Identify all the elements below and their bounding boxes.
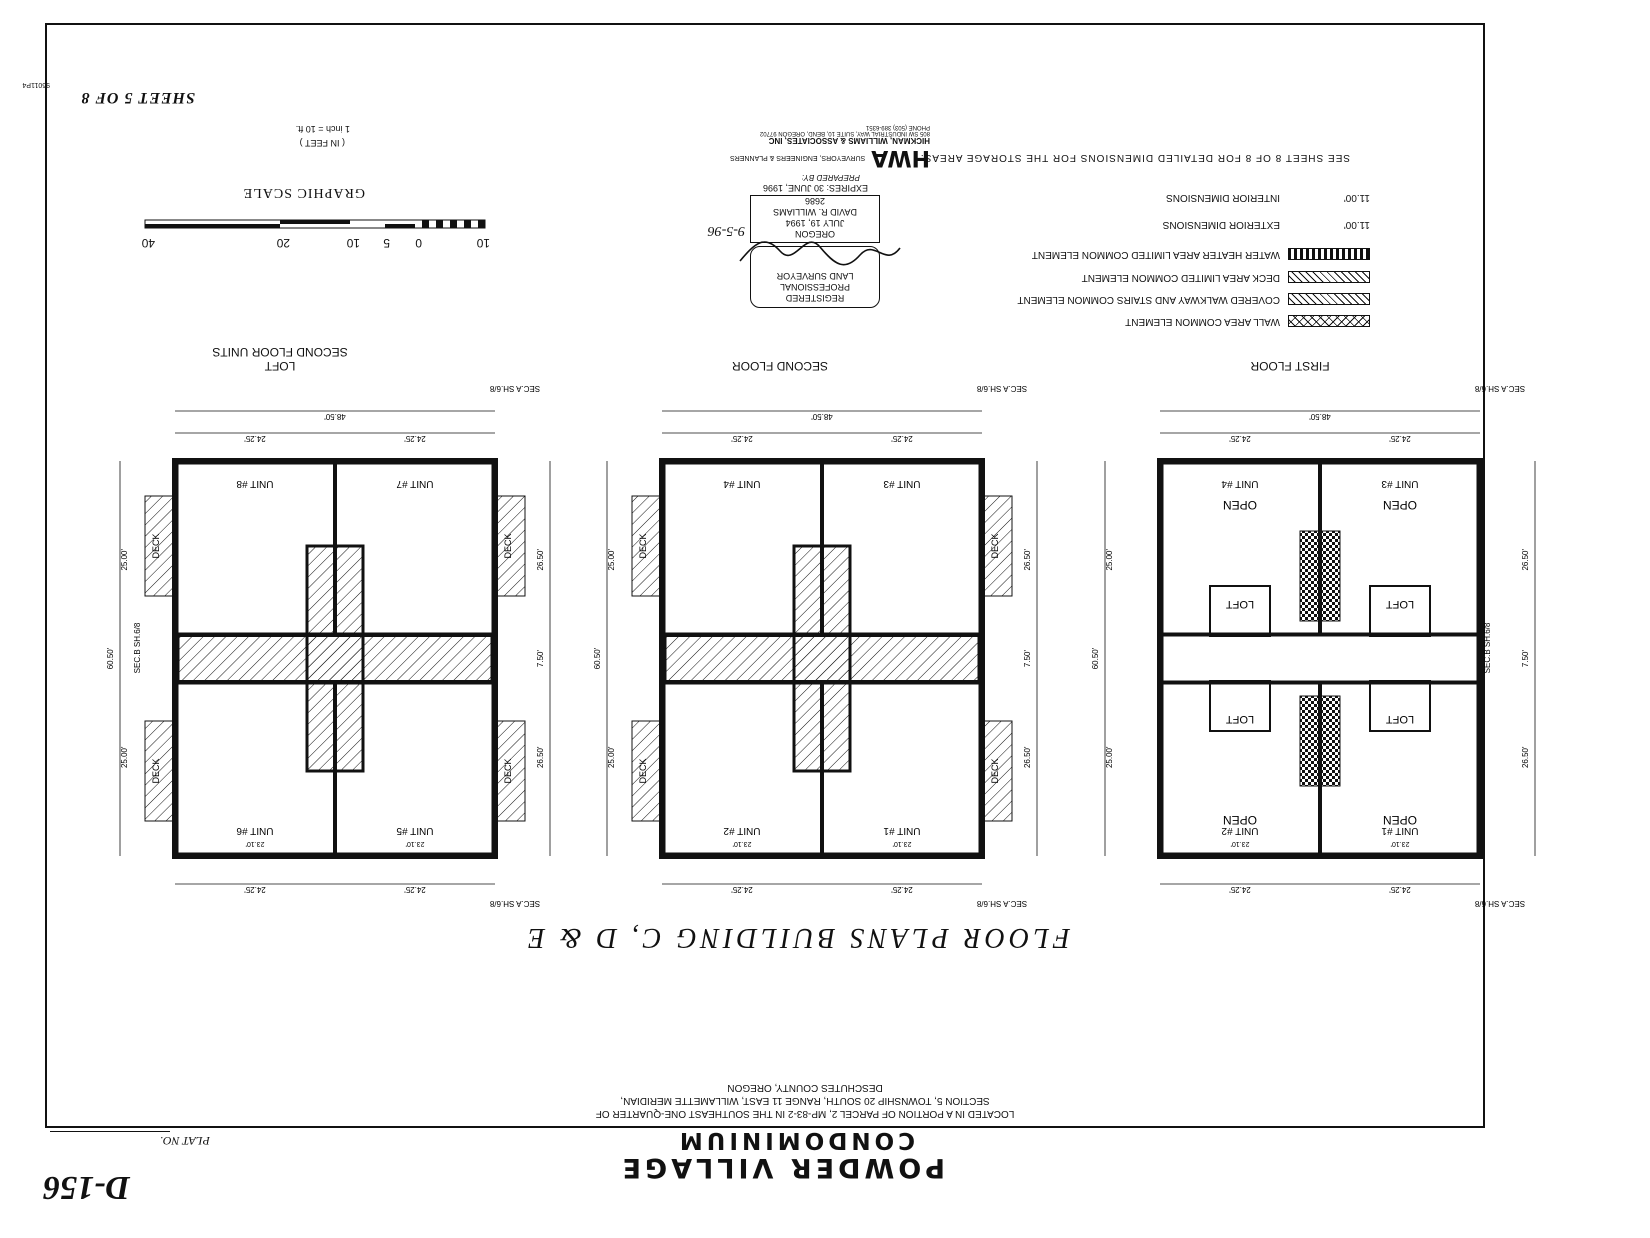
dim-half-width-b-0: 24.25' [244,434,266,443]
loft-subtitle: SECOND FLOOR UNITS [212,345,348,359]
dim-unit-height-b-1: 26.50' [1023,548,1032,571]
sheet-number: SHEET 5 OF 8 [80,89,195,106]
dim-half-width-d-1: 24.25' [731,885,753,894]
dim-half-width-a-2: 24.25' [1389,434,1411,443]
dim-interior-h-a-1: 25.00' [607,746,616,769]
scale-tick-0: 0 [415,236,422,250]
unit-label-b-2: UNIT #2 [1221,825,1259,836]
location-line-1: LOCATED IN A PORTION OF PARCEL 2, MP-83-2 IN THE SOUTHEAST ONE-QUARTER OF [595,1108,1015,1119]
dim-corridor-1: 7.50' [1023,649,1032,668]
stair-core-0 [307,546,363,771]
open-label-c-2: OPEN [1382,498,1418,512]
dim-total-width-1: 48.50' [811,412,833,421]
wall-label: WALL AREA COMMON ELEMENT [1125,316,1280,327]
dim-half-width-c-0: 24.25' [404,885,426,894]
graphic-scale-ratio: 1 inch = 10 ft. [295,124,350,134]
unit-label-c-0: UNIT #7 [396,478,434,489]
scale-segment [280,220,350,224]
loft-box-c-2 [1370,586,1430,636]
signature-date: 9-5-96 [707,223,745,238]
dim-interior-h-b-1: 25.00' [607,548,616,571]
stamp-expires: EXPIRES: 30 JUNE, 1996 [762,183,868,193]
dim-interior-a-2: 23.10' [1390,840,1410,847]
scale-block [464,220,471,228]
location-line-3: DESCHUTES COUNTY, OREGON [727,1082,883,1093]
section-a-ref-top-2: SEC.A SH.6/8 [1474,899,1526,908]
sheet-code: 96011P4 [22,81,50,88]
unit-label-a-1: UNIT #1 [883,825,921,836]
stamp-line-1: REGISTERED [785,293,845,303]
section-b-ref-left: SEC.B SH.6/8 [1483,622,1492,674]
deck-label-lt-1: DECK [990,758,1000,784]
deck-label-rt-1: DECK [638,758,648,784]
loft-label-d-2: LOFT [1225,598,1255,610]
dim-total-width-2: 48.50' [1309,412,1331,421]
dim-corridor-0: 7.50' [536,649,545,668]
dim-half-width-b-2: 24.25' [1229,434,1251,443]
dim-half-width-d-2: 24.25' [1229,885,1251,894]
plat-number-label: PLAT NO. [159,1134,210,1148]
section-a-ref-top-1: SEC.A SH.6/8 [976,899,1028,908]
dim-unit-height-a-0: 26.50' [536,746,545,769]
stamp-line-4: OREGON [795,229,836,239]
second-floor-title-wrap [660,359,900,373]
scale-tick-20: 20 [276,236,290,250]
unit-label-d-0: UNIT #8 [236,478,274,489]
graphic-scale-unit: ( IN FEET ) [299,138,345,148]
dim-interior-h-a-0: 25.00' [120,746,129,769]
water-heater-bottom-2 [1300,531,1340,621]
graphic-scale-title: GRAPHIC SCALE [242,185,365,200]
dim-interior-h-a-2: 25.00' [1105,746,1114,769]
deck-swatch [1288,271,1370,283]
firm-block [720,124,930,170]
unit-label-c-1: UNIT #3 [883,478,921,489]
dim-total-width-0: 48.50' [324,412,346,421]
dim-interior-h-b-0: 25.00' [120,548,129,571]
exterior-dim-label: EXTERIOR DIMENSIONS [1162,219,1280,230]
dim-interior-b-0: 23.10' [245,840,265,847]
scale-block [450,220,457,228]
dim-unit-height-a-1: 26.50' [1023,746,1032,769]
location-line-2: SECTION 5, TOWNSHIP 20 SOUTH, RANGE 11 EAST, WILLAMETTE MERIDIAN, [620,1095,990,1106]
water-heater-top-2 [1300,696,1340,786]
dim-half-width-c-1: 24.25' [891,885,913,894]
walkway-swatch [1288,293,1370,305]
scale-tick-5: 5 [383,236,390,250]
loft-label-a-2: LOFT [1385,713,1415,725]
handwritten-number: D-156 [43,1169,130,1206]
section-a-ref-bottom-2: SEC.A SH.6/8 [1474,384,1526,393]
dim-interior-a-1: 23.10' [892,840,912,847]
interior-dim-sample: 11.00' [1343,192,1370,203]
first-floor-title: FIRST FLOOR [1250,359,1330,373]
stair-core-1 [794,546,850,771]
section-a-ref-top-0: SEC.A SH.6/8 [489,899,541,908]
deck-label-lb-1: DECK [990,533,1000,559]
scale-segment [145,224,280,228]
dim-corridor-2: 7.50' [1521,649,1530,668]
unit-label-d-1: UNIT #4 [723,478,761,489]
prepared-by: PREPARED BY: [801,173,860,182]
scale-tick-40: 40 [141,236,155,250]
dim-interior-h-b-2: 25.00' [1105,548,1114,571]
scale-segment [385,224,415,228]
surveyor-signature [735,233,905,273]
deck-label-lt-0: DECK [503,758,513,784]
deck-label-rb-1: DECK [638,533,648,559]
loft-title: LOFT [264,359,296,373]
water-heater-swatch [1288,248,1370,260]
project-subtitle: CONDOMINIUM [675,1127,915,1153]
open-label-b-2: OPEN [1222,813,1258,827]
open-label-d-2: OPEN [1222,498,1258,512]
scale-block [436,220,443,228]
second-floor-title: SECOND FLOOR [732,359,829,373]
deck-label-rb-0: DECK [151,533,161,559]
firm-tagline: SURVEYORS, ENGINEERS & PLANNERS [730,154,866,162]
dim-total-height-2: 60.50' [1091,647,1100,670]
loft-label-b-2: LOFT [1225,713,1255,725]
section-a-ref-bottom-0: SEC.A SH.6/8 [489,384,541,393]
stamp-line-5: JULY 19, 1994 [785,218,845,228]
stamp-line-2: PROFESSIONAL [779,282,851,292]
project-title: POWDER VILLAGE [618,1152,945,1183]
exterior-dim-sample: 11.00' [1343,219,1370,230]
dim-interior-a-0: 23.10' [405,840,425,847]
scale-tick-10a: 10 [476,236,490,250]
deck-label-rt-0: DECK [151,758,161,784]
firm-logo: HWA [871,145,930,170]
unit-label-b-0: UNIT #6 [236,825,274,836]
scale-tick-10: 10 [346,236,360,250]
scale-block [422,220,429,228]
firm-phone: PHONE (503) 389-6351 [865,124,930,130]
dim-unit-height-b-0: 26.50' [536,548,545,571]
interior-dim-label: INTERIOR DIMENSIONS [1166,192,1280,203]
dim-interior-b-2: 23.10' [1230,840,1250,847]
loft-box-d-2 [1210,586,1270,636]
first-floor-title-wrap [1170,359,1410,373]
dim-half-width-a-1: 24.25' [891,434,913,443]
dim-half-width-b-1: 24.25' [731,434,753,443]
unit-label-a-0: UNIT #5 [396,825,434,836]
water-heater-label: WATER HEATER AREA LIMITED COMMON ELEMENT [1031,249,1280,260]
stamp-line-6: DAVID R. WILLIAMS [773,207,857,217]
unit-label-b-1: UNIT #2 [723,825,761,836]
open-label-a-2: OPEN [1382,813,1418,827]
dim-half-width-c-2: 24.25' [1389,885,1411,894]
dim-total-height-1: 60.50' [593,647,602,670]
unit-label-a-2: UNIT #1 [1381,825,1419,836]
wall-swatch [1288,315,1370,327]
loft-title-wrap [160,345,400,373]
deck-label-lb-0: DECK [503,533,513,559]
floor-plans-title: FLOOR PLANS BUILDING C, D & E [523,922,1070,953]
stamp-line-3: LAND SURVEYOR [776,271,854,281]
dim-total-height-0: 60.50' [106,647,115,670]
unit-label-c-2: UNIT #3 [1381,478,1419,489]
unit-label-d-2: UNIT #4 [1221,478,1259,489]
dim-half-width-d-0: 24.25' [244,885,266,894]
dim-half-width-a-0: 24.25' [404,434,426,443]
firm-name: HICKMAN, WILLIAMS & ASSOCIATES, INC [768,136,930,145]
scale-block [478,220,485,228]
dim-unit-height-b-2: 26.50' [1521,548,1530,571]
walkway-label: COVERED WALKWAY AND STAIRS COMMON ELEMENT [1017,294,1280,305]
firm-address: 805 SW INDUSTRIAL WAY, SUITE 10, BEND, OREGON 97702 [759,130,930,136]
stamp-line-7: 2686 [804,196,826,206]
deck-label: DECK AREA LIMITED COMMON ELEMENT [1081,272,1280,283]
section-a-ref-bottom-1: SEC.A SH.6/8 [976,384,1028,393]
dim-unit-height-a-2: 26.50' [1521,746,1530,769]
loft-label-c-2: LOFT [1385,598,1415,610]
section-b-ref-right: SEC.B SH.6/8 [133,622,142,674]
dim-interior-b-1: 23.10' [732,840,752,847]
storage-note: SEE SHEET 8 OF 8 FOR DETAILED DIMENSIONS FOR THE STORAGE AREAS. [919,152,1350,163]
